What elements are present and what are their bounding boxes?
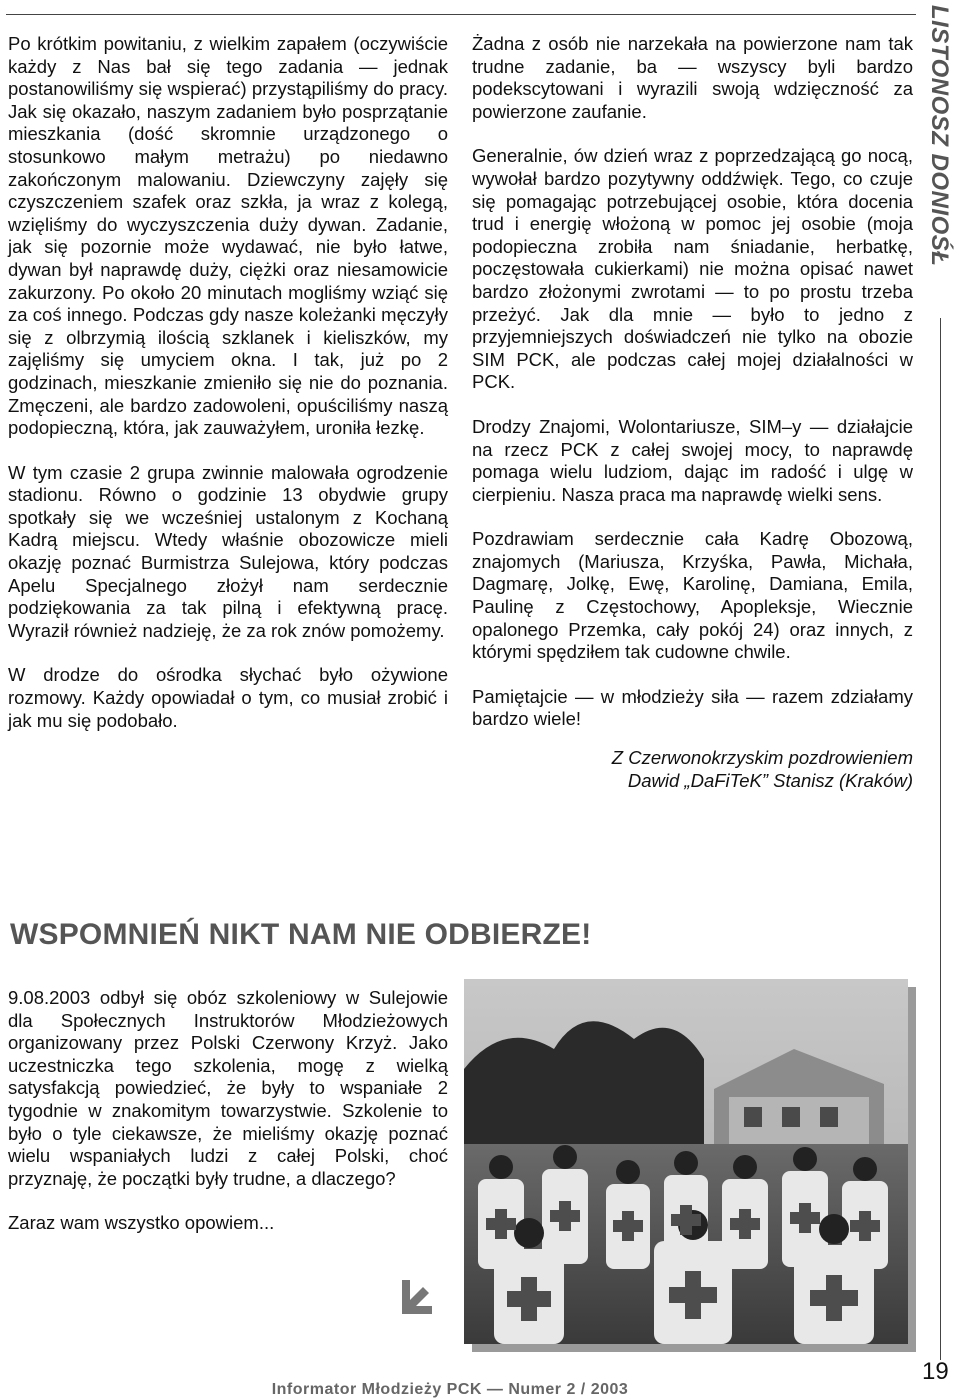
paragraph: Pamiętajcie — w młodzieży siła — razem zdziałamy bardzo wiele! — [472, 685, 913, 730]
signature-line-2: Dawid „DaFiTeK” Stanisz (Kraków) — [627, 769, 913, 791]
paragraph: Zaraz wam wszystko opowiem... — [8, 1212, 275, 1234]
paragraph: Po krótkim powitaniu, z wielkim zapałem (oczywiście każdy z Nas bał się tego zadania — jednak postanowiliśmy się wspierać) przystąpiliśmy do pracy. Jak się okazało, naszym zadaniem było posprzątanie mieszkania (dość skromnie urządzonego o stosunkowo małym metrażu) po niedawno zakończonym malowaniu. Dziewczyny zajęły się czyszczeniem szafek oraz szkła, ja wraz z kolegą, wzięliśmy do wyczyszczenia duży dywan. Zadanie, jak się pozornie może wydawać, nie było łatwe, dywan był naprawdę duży, ciężki oraz niesamowicie zakurzony. Po około 20 minutach mogliśmy wziąć się za coś innego. Podczas gdy nasze koleżanki męczyły się z olbrzymią ilością szklanek i kieliszków, my zajęliśmy się umyciem okna. I tak, już po 2 godzinach, mieszkanie zmieniło się nie do poznania. Zmęczeni, ale bardzo zadowoleni, opuściliśmy naszą podopieczną, która, jak zauważyłem, uroniła łezkę. — [8, 33, 448, 439]
paragraph: W drodze do ośrodka słychać było ożywione rozmowy. Każdy opowiadał o tym, co musiał zrobić i jak mu się podobało. — [8, 664, 448, 731]
signature-line-1: Z Czerwonokrzyskim pozdrowieniem — [611, 747, 913, 769]
page-number: 19 — [922, 1358, 949, 1385]
section-title: LISTONOSZ DONIOŚŁ — [926, 5, 953, 267]
bottom-column — [8, 987, 448, 1235]
top-rule — [6, 14, 916, 15]
paragraph: Pozdrawiam serdecznie cała Kadrę Obozową, znajomych (Mariusza, Krzyśka, Pawła, Michała, Dagmarę, Jolkę, Ewę, Karolinę, Damiana, Emila, Paulinę z Częstochowy, Apopleksje, Wiecznie opalonego Przemka, cały pokój 24) oraz innych, z którymi spędziłem tak cudowne chwile. — [472, 528, 913, 663]
footer: Informator Młodzieży PCK — Numer 2 / 2003 — [271, 1381, 629, 1398]
article-headline: WSPOMNIEŃ NIKT NAM NIE ODBIERZE! — [10, 918, 592, 951]
paragraph: W tym czasie 2 grupa zwinnie malowała ogrodzenie stadionu. Równo o godzinie 13 obydwie grupy spotkały się we wcześniej ustalonym z Kochaną Kadrą miejscu. Wtedy właśnie obozowicze mieli okazję poznać Burmistrza Sulejowa, który podczas Apelu Specjalnego złożył nam serdecznie podziękowania za tak pilną i efektywną pracę. Wyraził również nadzieję, że za rok znów pomożemy. — [8, 461, 448, 641]
right-column — [472, 33, 913, 792]
paragraph: 9.08.2003 odbył się obóz szkoleniowy w Sulejowie dla Społecznych Instruktorów Młodzieżowych organizowany przez Polski Czerwony Krzyż. Jako uczestniczka tego szkolenia, mogę z wielką satysfakcją powiedzieć, że były to wspaniałe 2 tygodnie w znakomitym towarzystwie. Szkolenie to było o tyle ciekawsze, że mieliśmy okazję poznać wielu wspaniałych ludzi z całej Polski, choć przyznaję, że początki były trudne, a dlaczego? — [8, 987, 448, 1189]
arrow-down-right-icon — [396, 1276, 436, 1316]
paragraph: Generalnie, ów dzień wraz z poprzedzającą go nocą, wywołał bardzo pozytywny oddźwięk. Tego, co czuje się pomagając potrzebującej osobie, która docenia trud i energię włożoną w pomoc jej osobie (moja podopieczna zrobiła nam śniadanie, herbatkę, poczęstowała cukierkami) nie można opisać nawet bardzo złożonymi zwrotami — to po prostu trzeba przeżyć. Jak dla mnie — było to jedno z przyjemniejszych doświadczeń nie tylko na obozie SIM PCK, ale podczas całej mojej działalności w PCK. — [472, 145, 913, 393]
side-rule — [940, 318, 941, 1360]
paragraph: Drodzy Znajomi, Wolontariusze, SIM–y — działajcie na rzecz PCK z całej swojej mocy, to naprawdę pomaga wielu ludziom, dając im radość i ulgę w cierpieniu. Nasza praca ma naprawdę wielki sens. — [472, 415, 913, 505]
left-column — [8, 33, 448, 732]
group-photo — [464, 979, 908, 1344]
paragraph: Żadna z osób nie narzekała na powierzone nam tak trudne zadanie, ba — wszyscy byli bardzo podekscytowani i wyrazili swoją wdzięczność za powierzone zaufanie. — [472, 33, 913, 122]
